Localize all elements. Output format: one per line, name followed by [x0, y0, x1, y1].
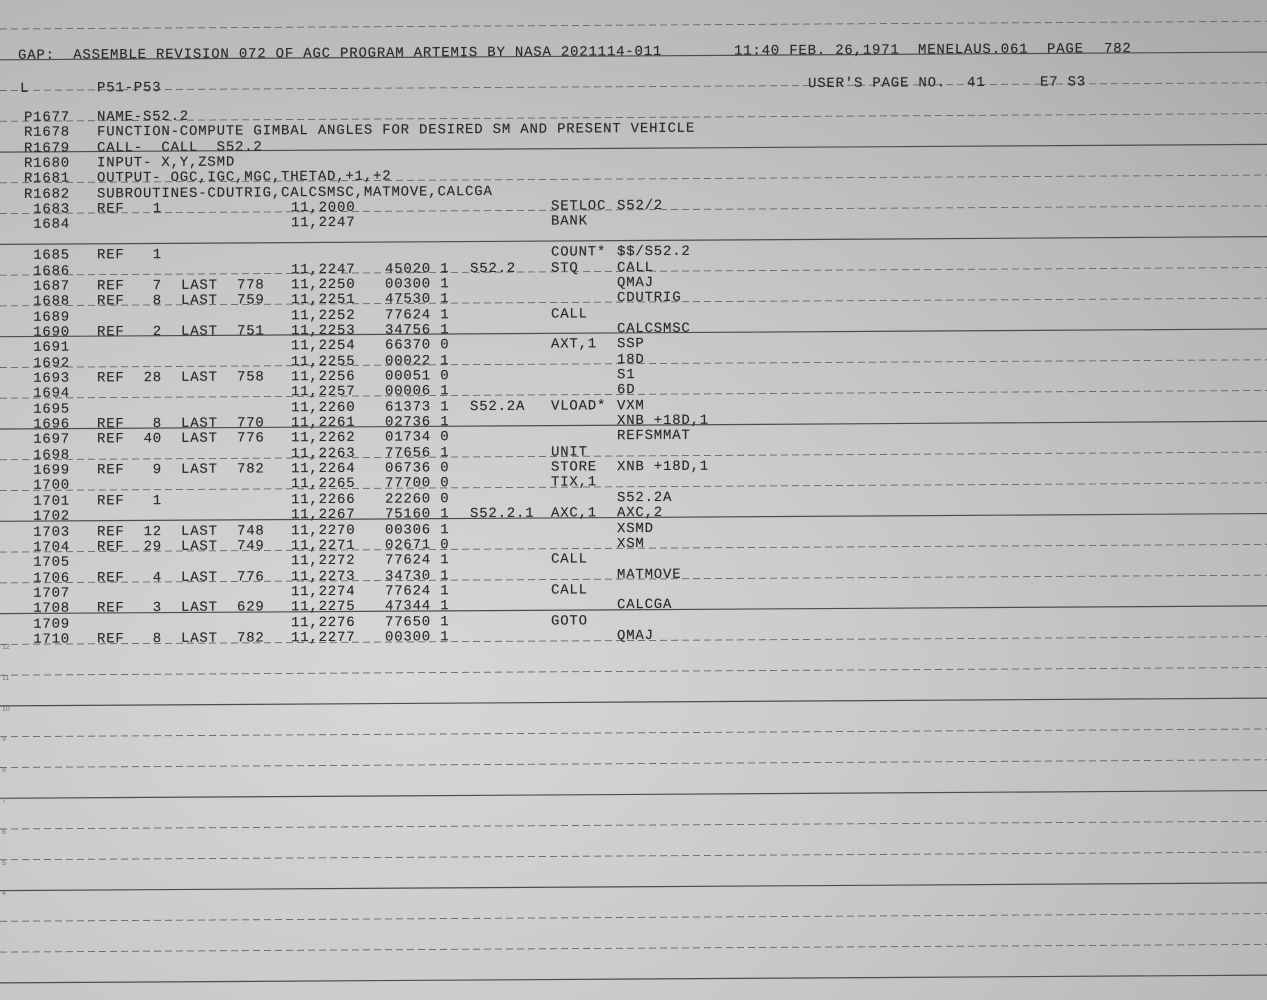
users-page-label: USER'S PAGE NO. [808, 75, 947, 93]
line-number: 1708 [33, 600, 70, 617]
last-page: 751 [237, 323, 265, 340]
page-number: 782 [1104, 41, 1132, 58]
opcode: STQ [551, 259, 579, 277]
section-name: P51-P53 [97, 80, 162, 97]
address: 11,2274 [291, 583, 356, 601]
line-number: 1684 [33, 216, 70, 234]
octal-code: 01734 0 [385, 429, 450, 446]
operand: S1 [617, 367, 636, 384]
operand: CALCSMSC [617, 320, 691, 338]
line-number: 1688 [33, 293, 70, 310]
ref-count: 8 [152, 630, 162, 647]
line-number: 1706 [33, 570, 70, 587]
address: 11,2247 [291, 215, 356, 232]
octal-code: 47344 1 [385, 598, 450, 615]
line-number: R1682 [23, 186, 70, 203]
ref-count: 9 [152, 462, 162, 479]
address: 11,2000 [291, 199, 356, 217]
address: 11,2251 [291, 292, 356, 309]
line-number: 1687 [33, 278, 70, 295]
octal-code: 77624 1 [385, 583, 450, 600]
address: 11,2250 [291, 276, 356, 294]
ref-count: 8 [152, 293, 162, 310]
last-keyword: LAST [181, 569, 218, 586]
last-page: 776 [237, 568, 265, 586]
address: 11,2272 [291, 552, 356, 570]
symbol-label: S52.2 [470, 260, 517, 277]
octal-code: 02671 0 [385, 537, 450, 554]
octal-code: 77624 1 [385, 306, 450, 324]
address: 11,2273 [291, 568, 356, 585]
comment-text: INPUT- X,Y,ZSMD [97, 154, 236, 172]
opcode: CALL [551, 582, 588, 599]
ref-count: 28 [143, 369, 162, 387]
line-number: 1683 [33, 201, 70, 218]
header-row [0, 41, 1267, 63]
line-number: 1696 [33, 416, 70, 433]
margin-line-number: 10 [2, 705, 10, 713]
opcode: TIX,1 [551, 474, 598, 492]
comment-text: SUBROUTINES-CDUTRIG,CALCSMSC,MATMOVE,CALCGA [97, 183, 493, 203]
address: 11,2257 [291, 384, 356, 401]
last-keyword: LAST [181, 430, 218, 448]
operand: VXM [617, 397, 645, 414]
address: 11,2262 [291, 430, 356, 447]
listing-marker: L [20, 80, 30, 97]
octal-code: 61373 1 [385, 398, 450, 416]
octal-code: 77700 0 [385, 475, 450, 493]
last-keyword: LAST [181, 461, 218, 478]
users-page-number: 41 [967, 74, 986, 92]
operand: AXC,2 [617, 505, 664, 522]
line-number: 1703 [33, 524, 70, 541]
line-number: 1695 [33, 401, 70, 418]
octal-code: 02736 1 [385, 414, 450, 431]
address: 11,2254 [291, 338, 356, 355]
address: 11,2277 [291, 629, 356, 647]
operand: QMAJ [617, 274, 654, 292]
ref-keyword: REF [97, 370, 125, 387]
octal-code: 00306 1 [385, 521, 450, 539]
last-keyword: LAST [181, 323, 218, 340]
line-number: 1694 [33, 385, 70, 403]
ref-count: 4 [152, 569, 162, 586]
octal-code: 77650 1 [385, 613, 450, 631]
line-number: 1705 [33, 554, 70, 571]
page-code: E7 S3 [1040, 74, 1087, 91]
ref-keyword: REF [97, 462, 125, 479]
opcode: COUNT* [551, 244, 607, 261]
operand: XSMD [617, 520, 654, 537]
ref-count: 12 [143, 523, 162, 540]
last-keyword: LAST [181, 292, 218, 310]
octal-code: 06736 0 [385, 460, 450, 477]
operand: $$/S52.2 [617, 243, 691, 261]
line-number: 1693 [33, 370, 70, 387]
line-number: 1690 [33, 324, 70, 341]
subheader-row [0, 74, 1267, 96]
page-label: PAGE [1047, 41, 1084, 58]
operand: XNB +18D,1 [617, 458, 710, 476]
ref-keyword: REF [97, 293, 125, 310]
address: 11,2255 [291, 353, 356, 370]
ref-keyword: REF [97, 631, 125, 648]
opcode: GOTO [551, 612, 588, 630]
ref-keyword: REF [97, 523, 125, 540]
ref-count: 3 [152, 600, 162, 617]
last-page: 629 [237, 599, 265, 616]
address: 11,2275 [291, 599, 356, 616]
last-page: 782 [237, 630, 265, 647]
operand: CALL [617, 259, 654, 276]
comment-text: CALL- CALL S52.2 [97, 139, 263, 157]
address: 11,2271 [291, 537, 356, 555]
line-number: 1697 [33, 431, 70, 449]
line-number: R1679 [23, 140, 70, 157]
opcode: STORE [551, 459, 598, 476]
address: 11,2276 [291, 614, 356, 631]
octal-code: 66370 0 [385, 337, 450, 354]
margin-line-number: 12 [2, 643, 10, 651]
line-number: 1686 [33, 263, 70, 280]
octal-code: 00300 1 [385, 276, 450, 293]
opcode: CALL [551, 551, 588, 568]
address: 11,2267 [291, 506, 356, 524]
operand: MATMOVE [617, 566, 682, 583]
line-number: 1707 [33, 585, 70, 602]
last-page: 749 [237, 538, 265, 555]
line-number: 1710 [33, 631, 70, 648]
operand: CDUTRIG [617, 290, 682, 307]
header-title: GAP: ASSEMBLE REVISION 072 OF AGC PROGRAM ARTEMIS BY NASA 2021114-011 [18, 43, 663, 64]
operand: S52/2 [617, 198, 664, 215]
ref-count: 1 [152, 247, 162, 264]
last-keyword: LAST [181, 630, 218, 647]
line-number: R1678 [23, 124, 70, 142]
line-number: 1700 [33, 477, 70, 495]
margin-line-number: 6 [2, 828, 6, 836]
last-page: 759 [237, 292, 265, 309]
octal-code: 34756 1 [385, 322, 450, 339]
address: 11,2270 [291, 522, 356, 539]
line-number: R1681 [23, 170, 70, 188]
comment-text: OUTPUT- OGC,IGC,MGC,THETAD,+1,+2 [97, 168, 392, 187]
ref-keyword: REF [97, 278, 125, 295]
address: 11,2260 [291, 399, 356, 416]
line-number: 1699 [33, 462, 70, 479]
octal-code: 75160 1 [385, 506, 450, 523]
header-job: MENELAUS.061 [918, 41, 1029, 59]
ref-keyword: REF [97, 539, 125, 556]
operand: 6D [617, 382, 636, 399]
ref-keyword: REF [97, 569, 125, 586]
octal-code: 22260 0 [385, 491, 450, 508]
last-keyword: LAST [181, 415, 218, 432]
header-timestamp: 11:40 FEB. 26,1971 [734, 42, 900, 60]
line-number: 1709 [33, 616, 70, 633]
line-number: 1689 [33, 309, 70, 326]
last-page: 748 [237, 522, 265, 540]
ref-count: 2 [152, 323, 162, 340]
ref-count: 8 [152, 416, 162, 433]
opcode: AXC,1 [551, 505, 598, 522]
margin-line-number: 4 [2, 890, 6, 898]
comment-text: NAME-S52.2 [97, 108, 190, 126]
address: 11,2252 [291, 307, 356, 324]
operand: SSP [617, 336, 645, 353]
octal-code: 34730 1 [385, 567, 450, 585]
comment-text: FUNCTION-COMPUTE GIMBAL ANGLES FOR DESIRED SM AND PRESENT VEHICLE [97, 121, 696, 141]
ref-count: 40 [143, 431, 162, 448]
ref-keyword: REF [97, 493, 125, 510]
last-keyword: LAST [181, 277, 218, 294]
line-number: 1701 [33, 493, 70, 510]
address: 11,2264 [291, 460, 356, 478]
line-number: P1677 [23, 109, 70, 126]
octal-code: 00051 0 [385, 368, 450, 385]
operand: 18D [617, 351, 645, 368]
address: 11,2263 [291, 445, 356, 462]
opcode: BANK [551, 213, 588, 231]
line-number: 1685 [33, 247, 70, 264]
line-number: R1680 [23, 155, 70, 172]
octal-code: 77624 1 [385, 552, 450, 569]
address: 11,2247 [291, 261, 356, 278]
octal-code: 00300 1 [385, 629, 450, 646]
margin-line-number: 9 [2, 736, 6, 744]
ref-keyword: REF [97, 600, 125, 617]
ref-keyword: REF [97, 324, 125, 341]
last-keyword: LAST [181, 523, 218, 540]
opcode: AXT,1 [551, 336, 598, 353]
opcode: UNIT [551, 444, 588, 461]
address: 11,2266 [291, 491, 356, 509]
last-keyword: LAST [181, 369, 218, 386]
opcode: SETLOC [551, 198, 607, 215]
address: 11,2261 [291, 414, 356, 432]
ref-count: 29 [143, 538, 162, 555]
last-page: 782 [237, 461, 265, 478]
octal-code: 45020 1 [385, 260, 450, 278]
ref-keyword: REF [97, 201, 125, 218]
margin-line-number: 8 [2, 767, 6, 775]
operand: S52.2A [617, 489, 673, 507]
line-number: 1691 [33, 339, 70, 357]
last-keyword: LAST [181, 599, 218, 617]
opcode: VLOAD* [551, 397, 607, 415]
address: 11,2253 [291, 322, 356, 340]
symbol-label: S52.2A [470, 398, 526, 415]
last-page: 770 [237, 415, 265, 432]
operand: XNB +18D,1 [617, 412, 710, 430]
margin-line-number: 7 [2, 797, 6, 805]
last-keyword: LAST [181, 538, 218, 555]
ref-count: 1 [152, 201, 162, 218]
margin-line-number: 11 [2, 674, 10, 682]
octal-code: 77656 1 [385, 444, 450, 462]
last-page: 776 [237, 430, 265, 447]
ref-count: 1 [152, 492, 162, 509]
address: 11,2265 [291, 476, 356, 493]
ref-keyword: REF [97, 247, 125, 264]
line-number: 1704 [33, 539, 70, 556]
operand: XSM [617, 535, 645, 553]
ref-keyword: REF [97, 416, 125, 433]
ref-keyword: REF [97, 431, 125, 448]
operand: CALCGA [617, 597, 673, 614]
operand: QMAJ [617, 627, 654, 645]
octal-code: 00006 1 [385, 383, 450, 400]
opcode: CALL [551, 305, 588, 323]
last-page: 778 [237, 277, 265, 294]
symbol-label: S52.2.1 [470, 505, 535, 523]
octal-code: 00022 1 [385, 352, 450, 370]
ref-count: 7 [152, 277, 162, 294]
line-number: 1702 [33, 508, 70, 525]
octal-code: 47530 1 [385, 291, 450, 308]
address: 11,2256 [291, 368, 356, 386]
margin-line-number: 5 [2, 859, 6, 867]
last-page: 758 [237, 369, 265, 386]
line-number: 1698 [33, 447, 70, 464]
operand: REFSMMAT [617, 428, 691, 445]
line-number: 1692 [33, 355, 70, 372]
